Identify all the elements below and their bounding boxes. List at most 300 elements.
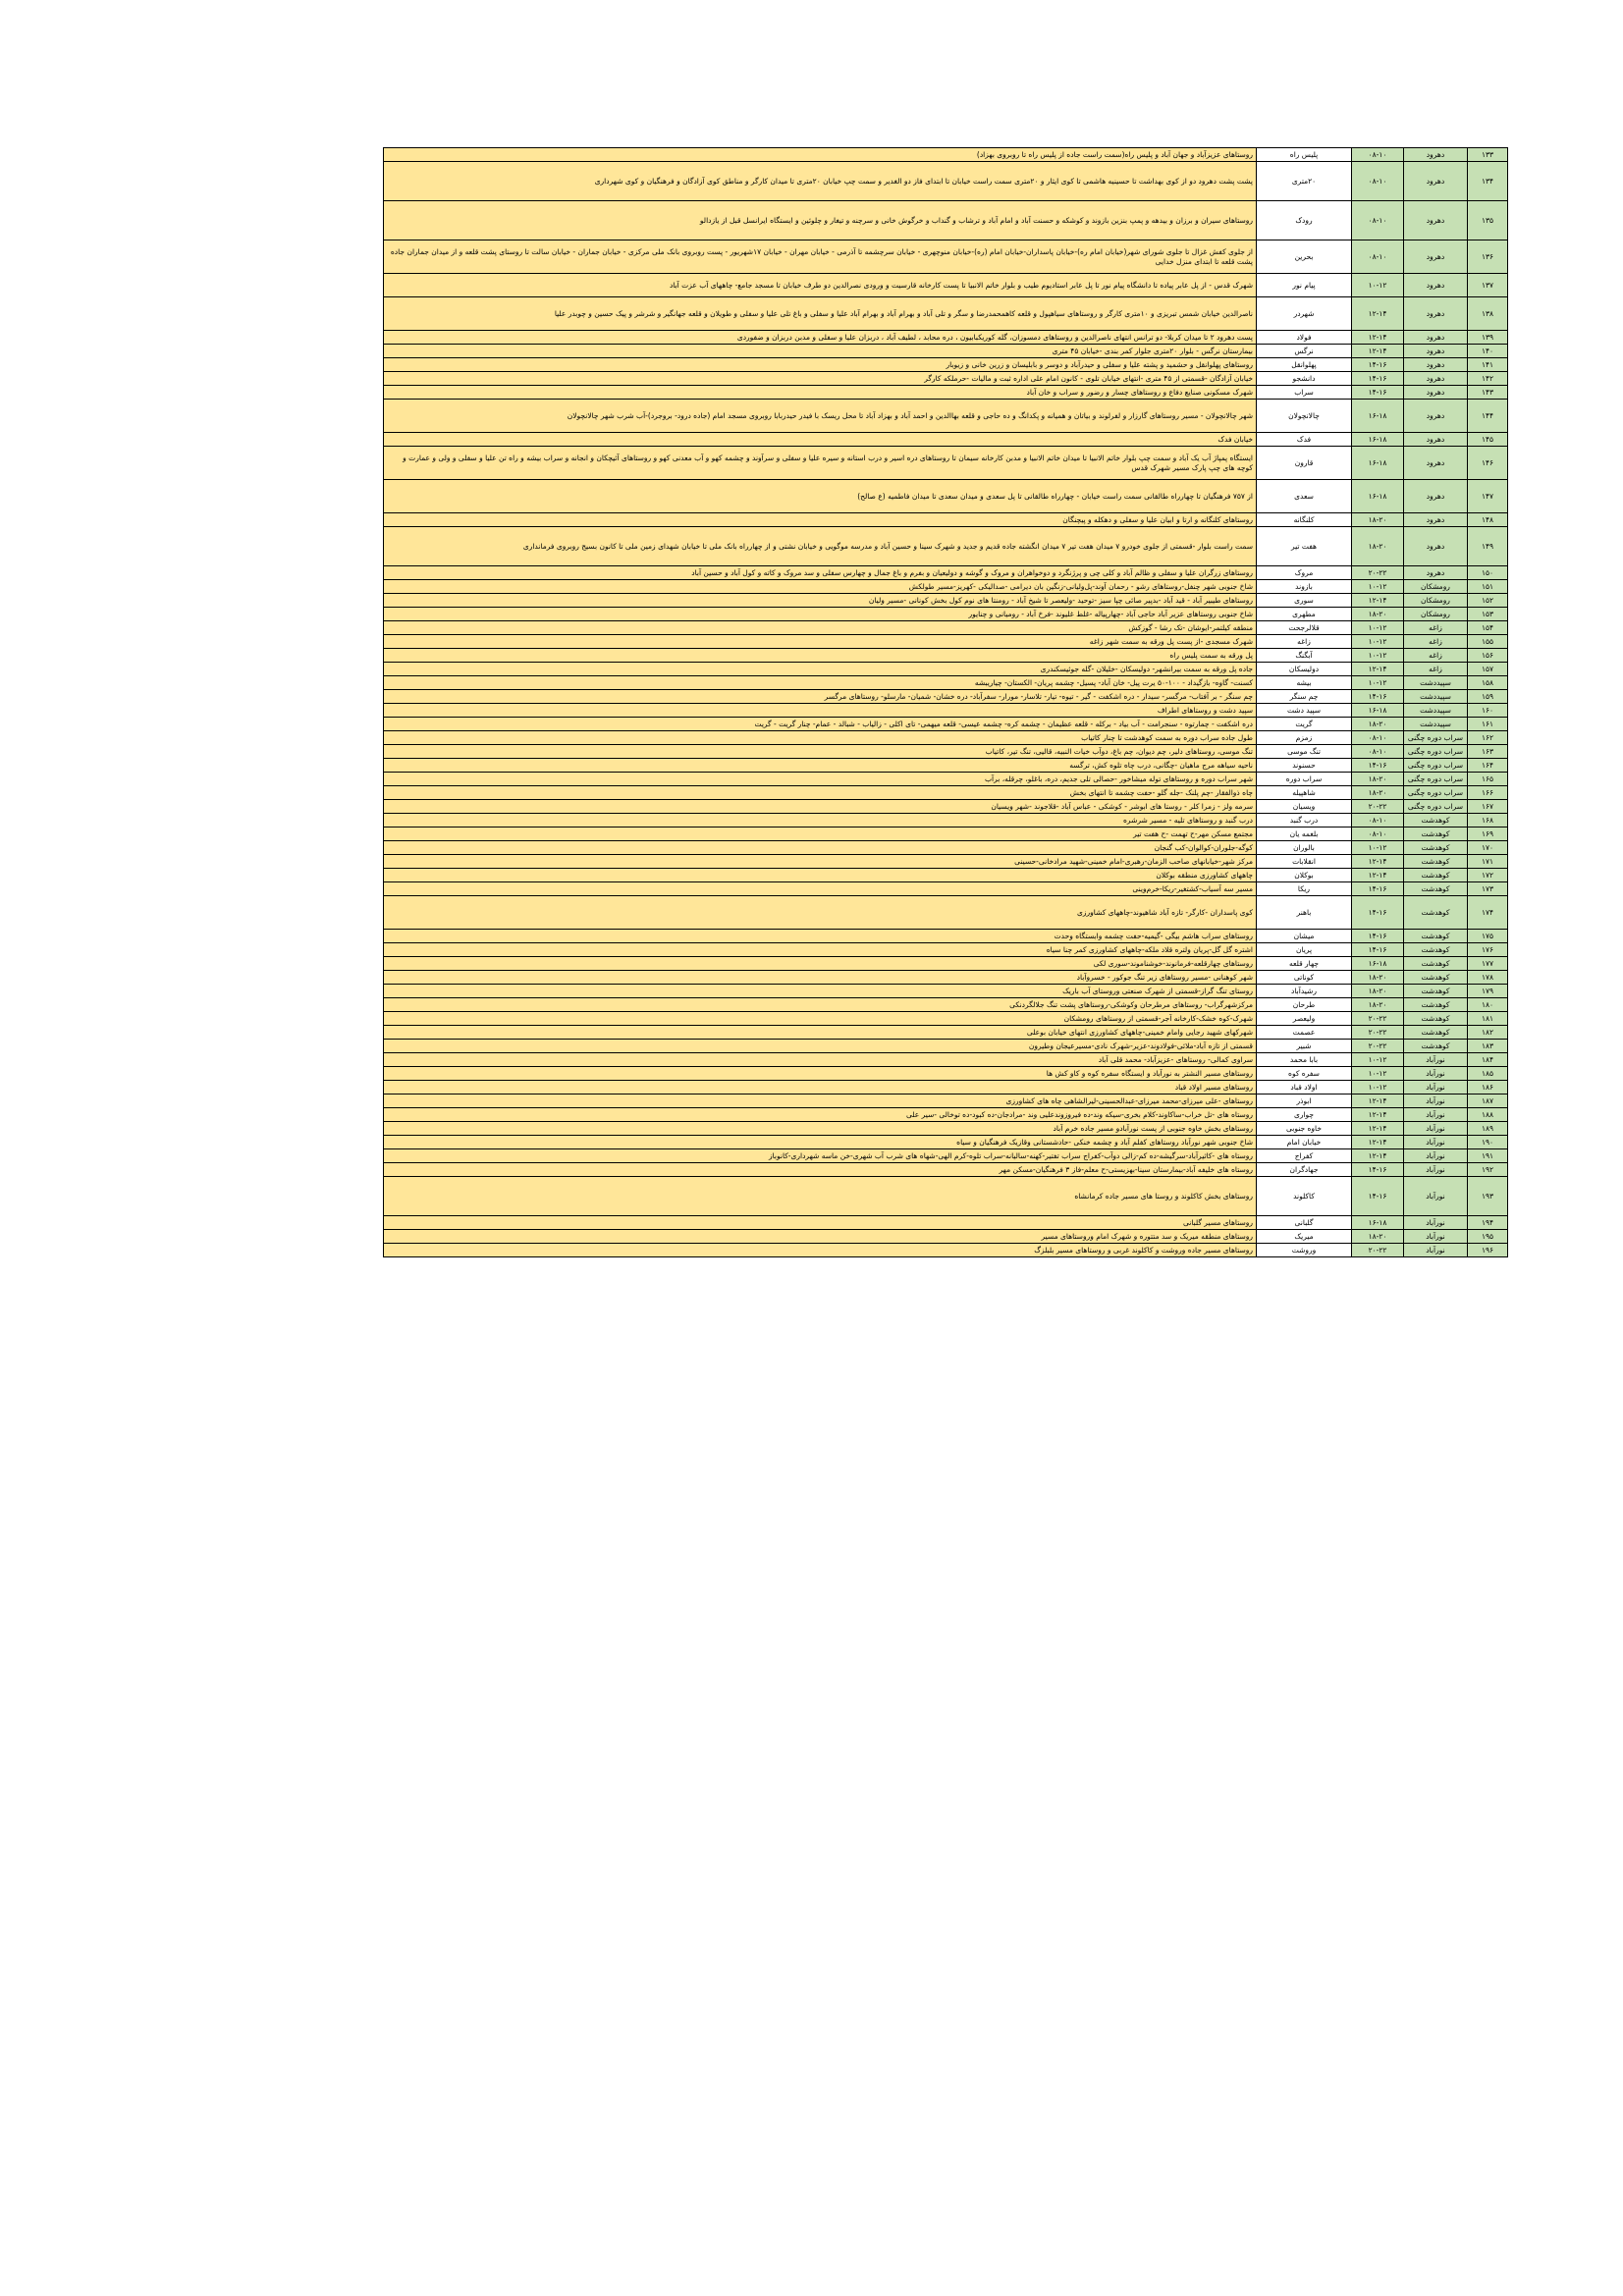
- row-description: جاده پل ورقه به سمت بیرانشهر- دولیسکان -خلیلان -گله جوئیسکندری: [384, 663, 1257, 676]
- row-description: چاههای کشاورزی منطقه بوکلان: [384, 869, 1257, 882]
- row-city: دهرود: [1404, 201, 1468, 240]
- row-number: ۱۶۴: [1468, 759, 1508, 773]
- table-row: [384, 148, 1508, 162]
- row-zone: کفراج: [1257, 1149, 1352, 1163]
- table-row: [384, 731, 1508, 745]
- row-description: خیابان آزادگان -قسمتی از ۴۵ متری -انتهای خیابان تلوی - کانون امام علی اداره ثبت و مالیات -حرملکه کارگر: [384, 372, 1257, 386]
- row-description: درب گنبد و روستاهای تلیه - مسیر شرشره: [384, 814, 1257, 828]
- row-time: ۱۲-۱۴: [1352, 1095, 1404, 1108]
- row-time: ۱۶-۱۸: [1352, 957, 1404, 971]
- row-description: روستاهای کلنگانه و ارتا و ابیان علیا و سفلی و دهکله و پیچنگان: [384, 513, 1257, 527]
- row-time: ۱۶-۱۸: [1352, 480, 1404, 513]
- row-city: کوهدشت: [1404, 930, 1468, 943]
- row-zone: چالانچولان: [1257, 400, 1352, 433]
- row-number: ۱۷۸: [1468, 971, 1508, 985]
- row-city: دهرود: [1404, 527, 1468, 566]
- row-number: ۱۴۱: [1468, 358, 1508, 372]
- table-row: [384, 1081, 1508, 1095]
- row-description: تنگ موسی، روستاهای دلیر، چم دیوان، چم باغ، دوآب خیات النبیه، قالیی، تنگ تیر، کاتیاب: [384, 745, 1257, 759]
- row-time: ۱۴-۱۶: [1352, 1177, 1404, 1216]
- row-city: سپیددشت: [1404, 704, 1468, 718]
- row-time: ۰۸-۱۰: [1352, 745, 1404, 759]
- row-description: طول جاده سراب دوره به سمت کوهدشت تا چنار کاتیاب: [384, 731, 1257, 745]
- row-city: نورآباد: [1404, 1163, 1468, 1177]
- row-number: ۱۸۳: [1468, 1040, 1508, 1053]
- row-number: ۱۹۰: [1468, 1136, 1508, 1149]
- row-time: ۱۲-۱۴: [1352, 1149, 1404, 1163]
- row-number: ۱۸۰: [1468, 998, 1508, 1012]
- row-description: روستاهای عزیزآباد و جهان آباد و پلیس راه(سمت راست جاده از پلیس راه تا روبروی بهزاد): [384, 148, 1257, 162]
- table-row: [384, 800, 1508, 814]
- row-description: سپید دشت و روستاهای اطراف: [384, 704, 1257, 718]
- row-zone: سراب: [1257, 386, 1352, 400]
- row-number: ۱۷۹: [1468, 985, 1508, 998]
- table-row: [384, 828, 1508, 841]
- row-number: ۱۵۶: [1468, 649, 1508, 663]
- row-zone: ولیعصر: [1257, 1012, 1352, 1026]
- row-zone: میریک: [1257, 1230, 1352, 1244]
- row-zone: حسنوند: [1257, 759, 1352, 773]
- row-description: شهرک مسکونی صنایع دفاع و روستاهای چسار و رضور و سراب و خان آباد: [384, 386, 1257, 400]
- row-number: ۱۶۵: [1468, 773, 1508, 786]
- row-description: مرکزشهرگراب- روستاهای مرطرحان وکوشکی-روستاهای پشت تنگ جلالگردنکی: [384, 998, 1257, 1012]
- row-number: ۱۹۲: [1468, 1163, 1508, 1177]
- row-number: ۱۵۷: [1468, 663, 1508, 676]
- row-city: سپیددشت: [1404, 718, 1468, 731]
- row-time: ۱۲-۱۴: [1352, 869, 1404, 882]
- row-zone: چهار قلعه: [1257, 957, 1352, 971]
- row-time: ۱۸-۲۰: [1352, 985, 1404, 998]
- row-city: نورآباد: [1404, 1053, 1468, 1067]
- row-zone: بلغمه یان: [1257, 828, 1352, 841]
- table-row: [384, 1244, 1508, 1257]
- row-city: کوهدشت: [1404, 985, 1468, 998]
- row-number: ۱۶۰: [1468, 704, 1508, 718]
- row-description: چم سنگر - بر آفتاب- مرگسر- سیدار - دره اشکفت - گیر - تیوه- تیار- تلاسار- مورار- سفرآباد- دره خشان- شمیان- مارسلو- روستاهای مرگسر: [384, 690, 1257, 704]
- row-city: نورآباد: [1404, 1244, 1468, 1257]
- row-description: روستاهای مسیر اولاد قباد: [384, 1081, 1257, 1095]
- row-description: شهرکهای شهید رجایی وامام خمینی-چاههای کشاورزی انتهای خیابان بوعلی: [384, 1026, 1257, 1040]
- row-time: ۱۴-۱۶: [1352, 690, 1404, 704]
- row-description: روستاه های -کاثیرآباد-سرگیشه-ده کم-زالی دوآب-کفراج سراب تفتیر-کهنه-سالیانه-سراب تلوه-کرم الهی-شهاه های شرب آب شهری-خن ماسه شهرداری-کانوباز: [384, 1149, 1257, 1163]
- row-number: ۱۷۲: [1468, 869, 1508, 882]
- table-row: [384, 943, 1508, 957]
- row-city: کوهدشت: [1404, 957, 1468, 971]
- row-zone: دانشجو: [1257, 372, 1352, 386]
- row-city: رومشکان: [1404, 580, 1468, 594]
- row-number: ۱۷۳: [1468, 882, 1508, 896]
- row-zone: بازوند: [1257, 580, 1352, 594]
- row-city: دهرود: [1404, 566, 1468, 580]
- row-time: ۱۲-۱۴: [1352, 855, 1404, 869]
- row-city: سراب دوره چگنی: [1404, 773, 1468, 786]
- row-time: ۱۰-۱۲: [1352, 841, 1404, 855]
- row-zone: شاهپیله: [1257, 786, 1352, 800]
- row-zone: کاکلوند: [1257, 1177, 1352, 1216]
- row-description: روستاه های -تل خراب-ساکاوند-کلام بخری-سیکه وند-ده فیروزوندعلیی وند -مرادجان-ده کبود-ده توخالی -سیر علی: [384, 1108, 1257, 1122]
- table-row: [384, 957, 1508, 971]
- row-zone: سپید دشت: [1257, 704, 1352, 718]
- row-zone: فدک: [1257, 433, 1352, 447]
- row-time: ۲۰-۲۲: [1352, 566, 1404, 580]
- table-row: [384, 621, 1508, 635]
- row-description: روستاهای مسیر جاده وروشت و کاکلوند غربی و روستاهای مسیر بلبلزگ: [384, 1244, 1257, 1257]
- row-city: سراب دوره چگنی: [1404, 800, 1468, 814]
- row-description: شاخ جنوبی شهر نورآباد روستاهای کفلم آباد و چشمه خنکی -حادشستانی وقازیک فرهنگیان و سیاه: [384, 1136, 1257, 1149]
- row-description: شهرک مسجدی -از پست پل ورقه به سمت شهر زاغه: [384, 635, 1257, 649]
- row-number: ۱۵۲: [1468, 594, 1508, 608]
- row-number: ۱۷۴: [1468, 896, 1508, 930]
- row-city: دهرود: [1404, 372, 1468, 386]
- row-time: ۱۲-۱۴: [1352, 1136, 1404, 1149]
- row-time: ۱۰-۱۲: [1352, 635, 1404, 649]
- row-time: ۱۴-۱۶: [1352, 759, 1404, 773]
- row-number: ۱۳۴: [1468, 162, 1508, 201]
- row-city: نورآباد: [1404, 1136, 1468, 1149]
- row-description: شاخ جنوبی شهر چنفل-روستاهای رشو - رحمان آوند-پل‌ولیانی-زنگین بان دیرامی -صدالیکی -کهریز-مسیر طولکش: [384, 580, 1257, 594]
- row-number: ۱۶۱: [1468, 718, 1508, 731]
- table-row: [384, 1067, 1508, 1081]
- row-number: ۱۴۰: [1468, 345, 1508, 358]
- row-city: نورآباد: [1404, 1149, 1468, 1163]
- row-zone: سعدی: [1257, 480, 1352, 513]
- row-city: کوهدشت: [1404, 841, 1468, 855]
- row-zone: گریت: [1257, 718, 1352, 731]
- row-number: ۱۶۸: [1468, 814, 1508, 828]
- table-row: [384, 690, 1508, 704]
- row-zone: چواری: [1257, 1108, 1352, 1122]
- row-zone: بابا محمد: [1257, 1053, 1352, 1067]
- row-city: زاغه: [1404, 663, 1468, 676]
- row-description: اشتره گل گل-پریان ولتره قلاد ملکه-چاههای کشاورزی کمر چنا سیاه: [384, 943, 1257, 957]
- row-number: ۱۶۶: [1468, 786, 1508, 800]
- row-number: ۱۳۷: [1468, 274, 1508, 297]
- row-city: دهرود: [1404, 480, 1468, 513]
- table-row: [384, 162, 1508, 201]
- row-city: دهرود: [1404, 358, 1468, 372]
- table-row: [384, 998, 1508, 1012]
- row-time: ۰۸-۱۰: [1352, 814, 1404, 828]
- row-time: ۱۲-۱۴: [1352, 331, 1404, 345]
- row-city: دهرود: [1404, 162, 1468, 201]
- row-zone: کلنگانه: [1257, 513, 1352, 527]
- row-description: کسنت- گاوه- بازگیداد - ۱۰۰-۵۰ یرت پیل- خان آباد- پسیل- چشمه پریان- الکستان- چیاریبشه: [384, 676, 1257, 690]
- row-city: کوهدشت: [1404, 828, 1468, 841]
- row-time: ۱۸-۲۰: [1352, 971, 1404, 985]
- row-description: منطقه کیلتمر-ایوشان -تک رشا - گوزکش: [384, 621, 1257, 635]
- row-zone: قارون: [1257, 447, 1352, 480]
- row-city: زاغه: [1404, 649, 1468, 663]
- row-description: کوی پاسداران -کارگر- تازه آباد شاهیوند-چاههای کشاورزی: [384, 896, 1257, 930]
- row-city: کوهدشت: [1404, 814, 1468, 828]
- row-number: ۱۷۰: [1468, 841, 1508, 855]
- row-time: ۱۲-۱۴: [1352, 594, 1404, 608]
- row-time: ۱۲-۱۴: [1352, 1108, 1404, 1122]
- row-zone: کوناتی: [1257, 971, 1352, 985]
- row-zone: ویسیان: [1257, 800, 1352, 814]
- table-row: [384, 580, 1508, 594]
- table-row: [384, 1149, 1508, 1163]
- row-time: ۱۶-۱۸: [1352, 400, 1404, 433]
- row-number: ۱۷۵: [1468, 930, 1508, 943]
- table-row: [384, 814, 1508, 828]
- table-row: [384, 1053, 1508, 1067]
- table-row: [384, 386, 1508, 400]
- row-time: ۱۰-۱۲: [1352, 1067, 1404, 1081]
- row-description: قسمتی از تازه آباد-ملائی-فولادوند-عزیر-شهرک نادی-مسیرعیجان وطیرون: [384, 1040, 1257, 1053]
- row-number: ۱۷۶: [1468, 943, 1508, 957]
- table-row: [384, 635, 1508, 649]
- row-city: دهرود: [1404, 297, 1468, 331]
- row-time: ۱۴-۱۶: [1352, 1163, 1404, 1177]
- row-description: ناحیه سیاهه مرج ماهیان -چگانی، درب چاه تلوه کش، ترگسه: [384, 759, 1257, 773]
- row-city: کوهدشت: [1404, 869, 1468, 882]
- row-city: دهرود: [1404, 447, 1468, 480]
- row-zone: رودک: [1257, 201, 1352, 240]
- table-row: [384, 1136, 1508, 1149]
- table-row: [384, 594, 1508, 608]
- row-zone: چم سنگر: [1257, 690, 1352, 704]
- table-row: [384, 1163, 1508, 1177]
- table-row: [384, 663, 1508, 676]
- row-number: ۱۸۱: [1468, 1012, 1508, 1026]
- row-number: ۱۵۳: [1468, 608, 1508, 621]
- row-time: ۱۴-۱۶: [1352, 358, 1404, 372]
- row-zone: رشیدآباد: [1257, 985, 1352, 998]
- row-city: دهرود: [1404, 148, 1468, 162]
- row-description: از جلوی کفش غزال تا جلوی شورای شهر(خیابان امام ره)-خیابان پاسداران-خیابان امام (ره)-خیابان منوچهری - خیابان سرچشمه تا آذرمی - خیابان مهران - خیابان ۱۷شهریور - پست روبروی بانک ملی مرکزی - خیابان جماران - خیابان سالت تا روستای پشت قلعه و از میدان جماران جاده پشت قلعه تا ابتدای منزل خدایی: [384, 240, 1257, 274]
- row-description: ناصرالدین خیابان شمس تبریزی و ۱۰متری کارگر و روستاهای سیاهپول و قلعه کاهمحمدرضا و سگر و تلی آباد و بهرام آباد و بهرام آباد علیا و سفلی و باغ تلی علیا و سفلی و طویلان و قلعه جهانگیر و شرشر و پیک حسین و چوبدر علیا: [384, 297, 1257, 331]
- row-city: رومشکان: [1404, 594, 1468, 608]
- row-number: ۱۸۵: [1468, 1067, 1508, 1081]
- row-number: ۱۴۴: [1468, 400, 1508, 433]
- row-city: زاغه: [1404, 635, 1468, 649]
- row-city: نورآباد: [1404, 1108, 1468, 1122]
- row-number: ۱۵۱: [1468, 580, 1508, 594]
- row-description: روستای تنگ گراز-قسمتی از شهرک صنعتی وروستای آب باریک: [384, 985, 1257, 998]
- row-description: دره اشکفت - چمارتوه - سنجرامت - آب بیاد - برکله - قلعه عظیمان - چشمه کره- چشمه عیسی- قلعه میهمی- تای اکلی - زالیاب - شبالد - عمام- چنار گریت - گریت: [384, 718, 1257, 731]
- row-zone: زمزم: [1257, 731, 1352, 745]
- table-row: [384, 358, 1508, 372]
- row-time: ۱۶-۱۸: [1352, 704, 1404, 718]
- row-city: کوهدشت: [1404, 1026, 1468, 1040]
- table-row: [384, 841, 1508, 855]
- row-description: روستاهای -علی میرزای-محمد میرزای-عبدالحسینی-لیرالشاهی چاه های کشاورزی: [384, 1095, 1257, 1108]
- row-city: دهرود: [1404, 345, 1468, 358]
- table-row: [384, 240, 1508, 274]
- row-number: ۱۹۳: [1468, 1177, 1508, 1216]
- row-zone: مروک: [1257, 566, 1352, 580]
- row-city: دهرود: [1404, 331, 1468, 345]
- row-zone: میشان: [1257, 930, 1352, 943]
- row-city: نورآباد: [1404, 1177, 1468, 1216]
- row-time: ۱۶-۱۸: [1352, 447, 1404, 480]
- row-zone: پلیس راه: [1257, 148, 1352, 162]
- row-time: ۱۸-۲۰: [1352, 718, 1404, 731]
- row-city: کوهدشت: [1404, 943, 1468, 957]
- row-time: ۰۸-۱۰: [1352, 828, 1404, 841]
- row-description: روستاهای مسیر گلبانی: [384, 1216, 1257, 1230]
- row-zone: سراب دوره: [1257, 773, 1352, 786]
- row-city: نورآباد: [1404, 1081, 1468, 1095]
- row-time: ۱۸-۲۰: [1352, 773, 1404, 786]
- table-row: [384, 676, 1508, 690]
- row-zone: پریان: [1257, 943, 1352, 957]
- row-number: ۱۸۴: [1468, 1053, 1508, 1067]
- row-description: روستاهای سیران و برزان و بیدهه و پمپ بنزین بازوند و کوشکه و حسنت آباد و امام آباد و ترشاب و گنداب و خرگوش خانی و سرچنه و تیغار و چلوئین و ایستگاه ایرانسل قبل از یازدالو: [384, 201, 1257, 240]
- row-zone: فولاد: [1257, 331, 1352, 345]
- row-zone: عصمت: [1257, 1026, 1352, 1040]
- row-city: سراب دوره چگنی: [1404, 745, 1468, 759]
- row-description: شهرک-کوه خشک-کارخانه آجر-قسمتی از روستاهای رومشکان: [384, 1012, 1257, 1026]
- row-time: ۰۸-۱۰: [1352, 201, 1404, 240]
- row-time: ۲۰-۲۲: [1352, 1012, 1404, 1026]
- row-zone: بیشه: [1257, 676, 1352, 690]
- row-number: ۱۸۹: [1468, 1122, 1508, 1136]
- row-number: ۱۴۲: [1468, 372, 1508, 386]
- table-row: [384, 855, 1508, 869]
- row-time: ۲۰-۲۲: [1352, 1040, 1404, 1053]
- row-number: ۱۹۵: [1468, 1230, 1508, 1244]
- row-time: ۲۰-۲۲: [1352, 800, 1404, 814]
- table-row: [384, 1040, 1508, 1053]
- table-row: [384, 1026, 1508, 1040]
- table-row: [384, 447, 1508, 480]
- row-zone: خیابان امام: [1257, 1136, 1352, 1149]
- row-zone: سوری: [1257, 594, 1352, 608]
- outage-schedule-table: [383, 147, 1508, 1257]
- row-city: نورآباد: [1404, 1230, 1468, 1244]
- row-zone: اولاد قباد: [1257, 1081, 1352, 1095]
- row-zone: بالوران: [1257, 841, 1352, 855]
- row-city: کوهدشت: [1404, 1040, 1468, 1053]
- table-row: [384, 331, 1508, 345]
- row-zone: پهلوانقل: [1257, 358, 1352, 372]
- row-description: سمت راست بلوار -قسمتی از جلوی خودرو ۷ میدان هفت تیر ۷ میدان انگشته جاده قدیم و جدید و شهرک سینا و حسین آباد و مدرسه موگویی و خیابان نشتی و از چهارراه بانک ملی تا خیابان شهدای زمین ملی تا کانون بسیج روبروی فرمانداری: [384, 527, 1257, 566]
- row-zone: وروشت: [1257, 1244, 1352, 1257]
- row-description: ایستگاه پمپاژ آب یک آباد و سمت چپ بلوار خاتم الانبیا تا میدان خاتم الانبیا و مدبن کارخانه سیمان تا روستاهای دره اسیر و درب استانه و سیره علیا و سفلی و سرآوند و چشمه کهو و آب معدنی کهو و روستاهای آئیچکان و انجانه و سراب بیشه و راه تن علیا و سفلی و ولی و عمارت و کوچه های چپ پارک مسیر شهرک قدس: [384, 447, 1257, 480]
- table-row: [384, 1230, 1508, 1244]
- row-time: ۱۴-۱۶: [1352, 372, 1404, 386]
- table-row: [384, 704, 1508, 718]
- row-time: ۱۴-۱۶: [1352, 930, 1404, 943]
- row-zone: مطهری: [1257, 608, 1352, 621]
- row-number: ۱۹۴: [1468, 1216, 1508, 1230]
- row-time: ۱۲-۱۴: [1352, 1122, 1404, 1136]
- row-time: ۱۸-۲۰: [1352, 513, 1404, 527]
- row-city: سراب دوره چگنی: [1404, 731, 1468, 745]
- table-row: [384, 786, 1508, 800]
- row-city: دهرود: [1404, 433, 1468, 447]
- row-description: روستاهای چهارقلعه-فرمانوند-خوشناموند-سوری لکی: [384, 957, 1257, 971]
- row-zone: بحرین: [1257, 240, 1352, 274]
- row-number: ۱۵۸: [1468, 676, 1508, 690]
- row-zone: بوکلان: [1257, 869, 1352, 882]
- row-number: ۱۳۳: [1468, 148, 1508, 162]
- row-city: کوهدشت: [1404, 1012, 1468, 1026]
- row-time: ۰۸-۱۰: [1352, 162, 1404, 201]
- row-zone: طرحان: [1257, 998, 1352, 1012]
- row-zone: ۲۰متری: [1257, 162, 1352, 201]
- row-zone: زاغه: [1257, 635, 1352, 649]
- row-description: روستاهای بخش کاکلوند و روستا های مسیر جاده کرمانشاه: [384, 1177, 1257, 1216]
- row-description: روستاهای مسیر النشتر به نورآباد و ایستگاه سفره کوه و کاو کش ها: [384, 1067, 1257, 1081]
- row-zone: تنگ موسی: [1257, 745, 1352, 759]
- row-time: ۱۲-۱۴: [1352, 345, 1404, 358]
- row-description: پشت پشت دهرود دو از کوی بهداشت تا حسینیه هاشمی تا کوی ایثار و ۲۰متری سمت راست خیابان تا ابتدای فاز دو الغدیر و سمت چپ خیابان ۲۰متری تا میدان کارگر و مناطق کوی آزادگان و فرهنگیان و کوی شهرداری: [384, 162, 1257, 201]
- row-number: ۱۴۳: [1468, 386, 1508, 400]
- row-number: ۱۸۸: [1468, 1108, 1508, 1122]
- row-description: شهر کوهنانی -مسیر روستاهای زیر تنگ جوکور - خسروآباد: [384, 971, 1257, 985]
- row-description: روستاهای زرگران علیا و سفلی و ظالم آباد و کلی چی و پرژنگرد و دوخواهران و مروک و گوشه و دولیعیان و بفرم و باغ جمال و چهارس سفلی و سد مروک و کاته و کول آباد و حسین آباد: [384, 566, 1257, 580]
- row-time: ۱۸-۲۰: [1352, 608, 1404, 621]
- table-row: [384, 201, 1508, 240]
- row-time: ۱۴-۱۶: [1352, 896, 1404, 930]
- table-row: [384, 1122, 1508, 1136]
- row-zone: انقلابات: [1257, 855, 1352, 869]
- row-zone: ریکا: [1257, 882, 1352, 896]
- table-row: [384, 274, 1508, 297]
- row-time: ۱۲-۱۴: [1352, 663, 1404, 676]
- row-description: بیمارستان نرگس - بلوار ۲۰متری جلوار کمر بندی -خیابان ۴۵ متری: [384, 345, 1257, 358]
- row-description: روستاه های خلیفه آباد-بیمارستان سینا-بهزیستی-ح معلم-فاز ۳ فرهنگیان-مسکن مهر: [384, 1163, 1257, 1177]
- row-number: ۱۸۲: [1468, 1026, 1508, 1040]
- row-city: زاغه: [1404, 621, 1468, 635]
- row-description: خیابان فدک: [384, 433, 1257, 447]
- table-row: [384, 433, 1508, 447]
- row-time: ۱۸-۲۰: [1352, 998, 1404, 1012]
- row-time: ۲۰-۲۲: [1352, 1244, 1404, 1257]
- table-row: [384, 971, 1508, 985]
- row-zone: سفره کوه: [1257, 1067, 1352, 1081]
- row-zone: شبیر: [1257, 1040, 1352, 1053]
- row-time: ۱۸-۲۰: [1352, 786, 1404, 800]
- row-description: پست دهرود ۲ تا میدان کربلا- دو ترانس انتهای ناصرالدین و روستاهای دمسوزان، گله کوریکبابیون ، دره محابد ، لطیف آباد ، دربزان علیا و سفلی و مدبن دربزان و ضفوردی: [384, 331, 1257, 345]
- row-number: ۱۴۵: [1468, 433, 1508, 447]
- row-number: ۱۶۳: [1468, 745, 1508, 759]
- row-zone: شهردر: [1257, 297, 1352, 331]
- row-description: روستاهای پهلوانقل و حشمید و پشته علیا و سفلی و حیدرآباد و دوسر و بابلیسان و زرین خانی و زیوبار: [384, 358, 1257, 372]
- table-row: [384, 608, 1508, 621]
- row-number: ۱۳۹: [1468, 331, 1508, 345]
- row-number: ۱۴۸: [1468, 513, 1508, 527]
- row-time: ۱۲-۱۴: [1352, 297, 1404, 331]
- row-description: مسیر سه آسیاب-کشتغیر-ریکا-خرم‌‌‌‌‌‌‌وینی: [384, 882, 1257, 896]
- row-zone: دولیسکان: [1257, 663, 1352, 676]
- row-time: ۱۰-۱۲: [1352, 580, 1404, 594]
- row-time: ۱۰-۱۲: [1352, 1081, 1404, 1095]
- table-row: [384, 372, 1508, 386]
- row-city: نورآباد: [1404, 1067, 1468, 1081]
- row-description: مرکز شهر-خیابانهای صاحب الزمان-رهبری-امام خمینی-شهید مرادخانی-حسینی: [384, 855, 1257, 869]
- row-time: ۰۸-۱۰: [1352, 240, 1404, 274]
- row-description: از ۷۵۷ فرهنگیان تا چهارراه طالقانی سمت راست خیابان - چهارراه طالقانی تا پل سعدی و میدان سعدی تا میدان فاطمیه (ع صالح): [384, 480, 1257, 513]
- row-time: ۱۰-۱۲: [1352, 274, 1404, 297]
- table-row: [384, 882, 1508, 896]
- row-city: نورآباد: [1404, 1095, 1468, 1108]
- row-zone: قلالرجحت: [1257, 621, 1352, 635]
- table-row: [384, 773, 1508, 786]
- row-zone: نرگس: [1257, 345, 1352, 358]
- row-time: ۱۰-۱۲: [1352, 1053, 1404, 1067]
- row-number: ۱۹۱: [1468, 1149, 1508, 1163]
- table-row: [384, 718, 1508, 731]
- row-time: ۱۴-۱۶: [1352, 943, 1404, 957]
- row-zone: جهادگران: [1257, 1163, 1352, 1177]
- row-description: چاه ذوالفقار -چم پلنک -جله گلو -حفت چشمه تا انتهای بخش: [384, 786, 1257, 800]
- row-time: ۰۸-۱۰: [1352, 731, 1404, 745]
- row-city: دهرود: [1404, 513, 1468, 527]
